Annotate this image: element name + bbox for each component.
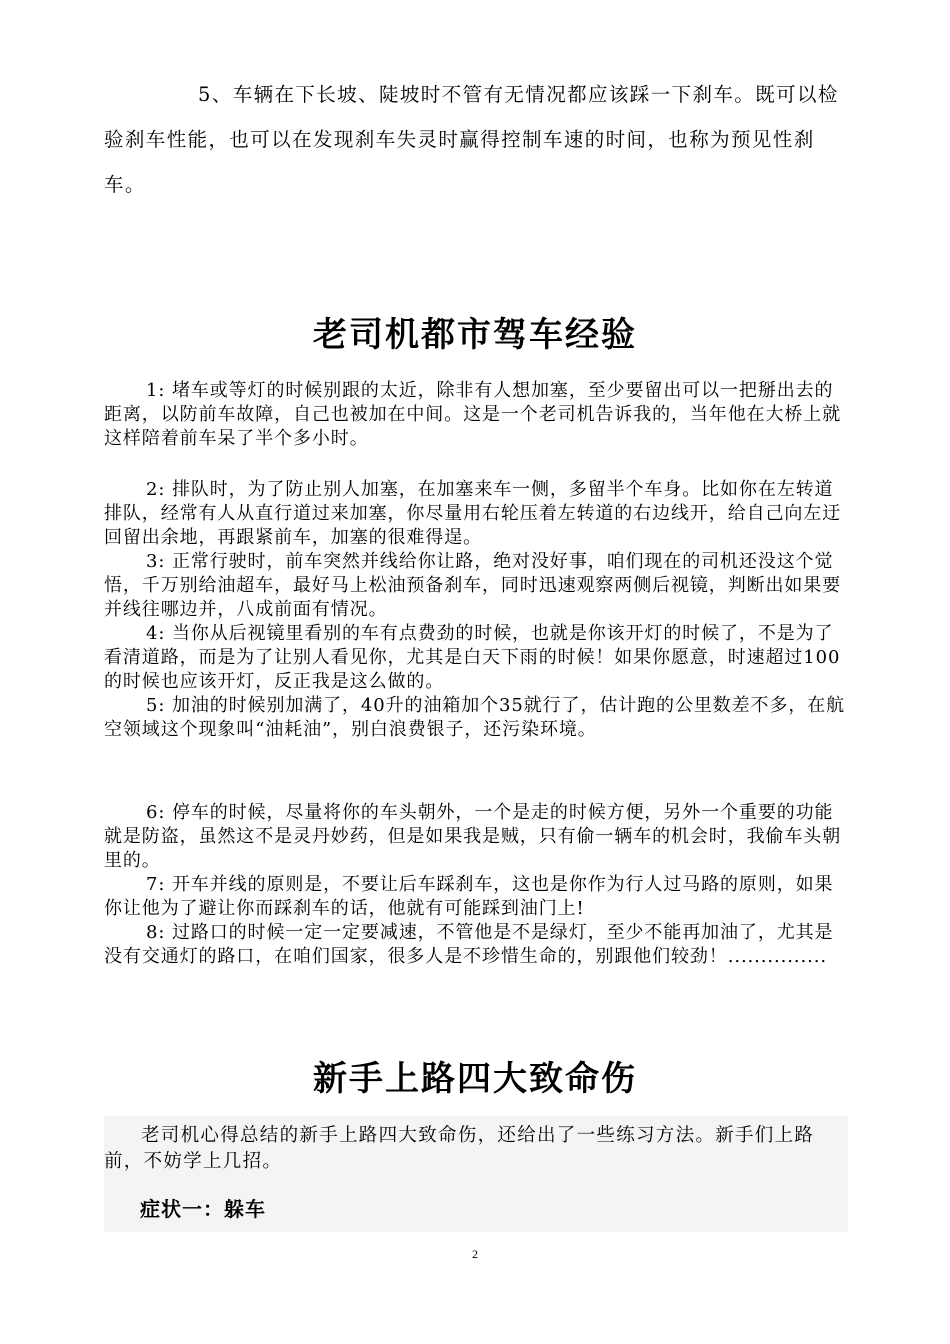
experience-item-2: 2: 排队时，为了防止别人加塞，在加塞来车一侧，多留半个车身。比如你在左转道排队，经常有人从直行道过来加塞，你尽量用右轮压着左转道的右边线开，给自己向左迂回留出余地，再跟紧前车，加塞的很难得逞。 [104, 479, 842, 548]
symptom-heading: 症状一：躲车 [140, 1197, 266, 1221]
experience-group-1 [104, 379, 848, 451]
section-title-novice-mistakes: 新手上路四大致命伤 [313, 1059, 637, 1099]
novice-intro-paragraph: 老司机心得总结的新手上路四大致命伤，还给出了一些练习方法。新手们上路前，不妨学上几招。 [104, 1125, 815, 1172]
experience-item-7: 7: 开车并线的原则是，不要让后车踩刹车，这也是你作为行人过马路的原则，如果你让他为了避让你而踩刹车的话，他就有可能踩到油门上! [104, 874, 834, 919]
experience-item-4: 4: 当你从后视镜里看别的车有点费劲的时候，也就是你该开灯的时候了，不是为了看清道路，而是为了让别人看见你，尤其是白天下雨的时候！如果你愿意，时速超过100的时候也应该开灯，反正我是这么做的。 [104, 623, 841, 692]
section-title-driving-experience: 老司机都市驾车经验 [313, 315, 637, 355]
experience-item-8: 8: 过路口的时候一定一定要减速，不管他是不是绿灯，至少不能再加油了，尤其是没有交通灯的路口，在咱们国家，很多人是不珍惜生命的，别跟他们较劲！............... [104, 922, 834, 967]
page-number: 2 [472, 1247, 478, 1261]
experience-item-1: 1: 堵车或等灯的时候别跟的太近，除非有人想加塞，至少要留出可以一把掰出去的距离，以防前车故障，自己也被加在中间。这是一个老司机告诉我的，当年他在大桥上就这样陪着前车呆了半个多小时。 [104, 380, 842, 449]
intro-paragraph: 5、车辆在下长坡、陡坡时不管有无情况都应该踩一下刹车。既可以检验刹车性能，也可以在发现刹车失灵时赢得控制车速的时间，也称为预见性刹车。 [104, 83, 839, 196]
experience-item-5: 5: 加油的时候别加满了，40升的油箱加个35就行了，估计跑的公里数差不多，在航空领域这个现象叫“油耗油”，别白浪费银子，还污染环境。 [104, 695, 846, 740]
experience-item-3: 3: 正常行驶时，前车突然并线给你让路，绝对没好事，咱们现在的司机还没这个觉悟，千万别给油超车，最好马上松油预备刹车，同时迅速观察两侧后视镜，判断出如果要并线往哪边并，八成前面有情况。 [104, 551, 842, 620]
experience-group-3 [104, 801, 848, 969]
experience-item-6: 6: 停车的时候，尽量将你的车头朝外，一个是走的时候方便，另外一个重要的功能就是防盗，虽然这不是灵丹妙药，但是如果我是贼，只有偷一辆车的机会时，我偷车头朝里的。 [104, 802, 842, 871]
experience-group-2 [104, 478, 848, 742]
